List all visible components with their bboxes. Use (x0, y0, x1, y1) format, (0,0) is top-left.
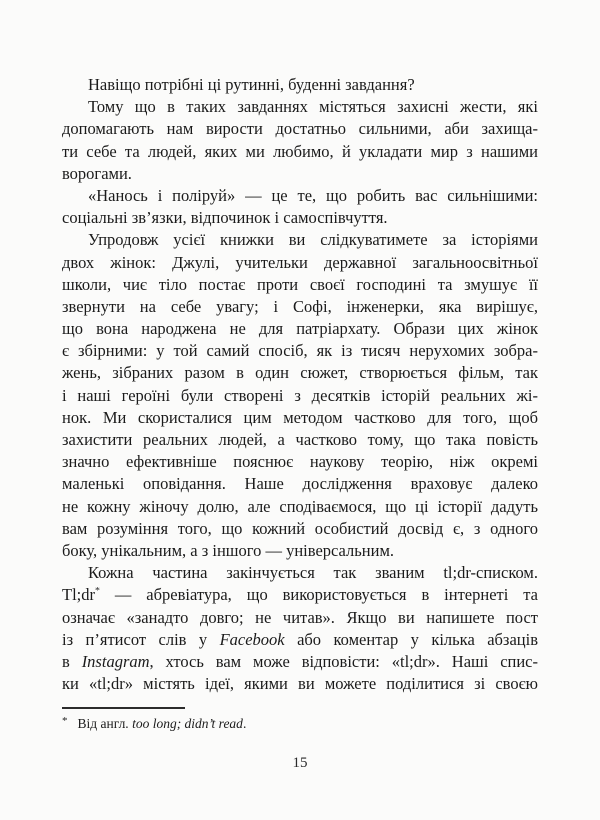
text-segment: означає «занадто довго; не читав». Якщо ви напишете пост (62, 607, 538, 627)
text-segment: Tl;dr (62, 585, 95, 605)
footnote-divider (62, 707, 185, 709)
text-line (62, 274, 538, 296)
text-segment: не кожну жіночу долю, але сподіваємося, що ці історії дадуть (62, 496, 538, 516)
text-segment: є збірними: у той самий спосіб, як із тисяч нерухомих зобра- (62, 341, 538, 361)
text-line (62, 163, 538, 185)
text-line (62, 540, 538, 562)
text-line (62, 451, 538, 473)
text-segment: захистити реальних людей, а частково тому, що така повість (62, 430, 538, 449)
text-segment: звернути на себе увагу; і Софі, інженерки, яка вирішує, (62, 296, 538, 316)
text-segment: нок. Ми скористалися цим методом частково для того, щоб (62, 407, 538, 427)
text-segment: значно ефективніше пояснює наукову теорію, ніж окремі (62, 452, 538, 472)
text-segment: — абревіатура, що використовується в інтернеті та (99, 585, 538, 605)
text-line (62, 629, 538, 651)
text-line (62, 340, 538, 362)
text-segment: вам розуміння того, що кожний особистий досвід є, з одного (62, 518, 538, 538)
text-line (62, 518, 538, 540)
text-line (62, 296, 538, 318)
text-line (62, 607, 538, 629)
text-segment: Навіщо потрібні ці рутинні, буденні завдання? (88, 75, 415, 94)
text-line (62, 651, 538, 673)
text-segment: із п’ятисот слів у (62, 629, 220, 649)
text-line (62, 252, 538, 274)
text-line (62, 96, 538, 118)
text-segment: Упродовж усієї книжки ви слідкуватимете за історіями (88, 230, 538, 250)
text-segment: ворогами. (62, 163, 132, 183)
text-line (62, 362, 538, 384)
text-line (62, 207, 538, 229)
text-line (62, 385, 538, 407)
text-segment: і наші героїні були створені з десятків історій реальних жі- (62, 385, 538, 405)
text-segment: too long; didn’t read (132, 716, 243, 731)
text-segment: соціальні зв’язки, відпочинок і самоспівчуття. (62, 208, 388, 228)
text-line (62, 496, 538, 518)
text-line (62, 473, 538, 495)
text-segment: боку, унікальним, а з іншого — універсальним. (62, 540, 395, 560)
text-segment: . (242, 716, 247, 731)
page-number: 15 (292, 755, 308, 771)
text-line (62, 318, 538, 340)
text-line (62, 141, 538, 163)
text-line (62, 429, 538, 451)
text-segment: , хтось вам може відповісти: «tl;dr». Наші спис- (149, 651, 538, 671)
text-segment: або коментар у кілька абзаців (284, 629, 538, 649)
text-segment: Тому що в таких завданнях містяться захисні жести, які (88, 97, 538, 117)
text-line (62, 185, 538, 207)
text-line (62, 118, 538, 140)
text-segment: жень, зібраних разом в один сюжет, створюється фільм, так (62, 363, 538, 383)
footnote-ref-asterisk: * (95, 585, 100, 597)
text-segment: маленькі оповідання. Наше дослідження враховує далеко (62, 474, 538, 494)
text-segment: Кожна частина закінчується так званим tl;dr-списком. (88, 563, 538, 583)
footnote (62, 712, 538, 733)
footnote-text (78, 716, 247, 731)
text-segment: школи, чиє тіло постає проти своєї господині та змушує її (62, 274, 538, 294)
text-block (62, 74, 538, 695)
text-segment: ти себе та людей, яких ми любимо, й укладати мир з нашими (62, 141, 538, 161)
text-segment: двох жінок: Джулі, учительки державної загальноосвітньої (62, 252, 538, 272)
text-line (62, 562, 538, 584)
text-line (62, 229, 538, 251)
text-segment: Facebook (219, 629, 285, 649)
text-line (62, 584, 538, 606)
text-segment: Instagram (81, 651, 150, 671)
text-line (62, 673, 538, 695)
text-line (62, 407, 538, 429)
text-segment: допомагають нам вирости достатньо сильними, аби захища- (62, 119, 538, 139)
text-segment: в (62, 651, 82, 671)
footnote-marker-asterisk: * (62, 715, 68, 727)
text-segment: Від англ. (77, 716, 133, 731)
text-segment: «Нанось і поліруй» — це те, що робить вас сильнішими: (88, 185, 538, 205)
text-segment: що вона народжена не для патріархату. Образи цих жінок (62, 319, 538, 339)
text-segment: ки «tl;dr» містять ідеї, якими ви можете поділитися зі своєю (62, 674, 538, 694)
text-line (62, 74, 538, 96)
